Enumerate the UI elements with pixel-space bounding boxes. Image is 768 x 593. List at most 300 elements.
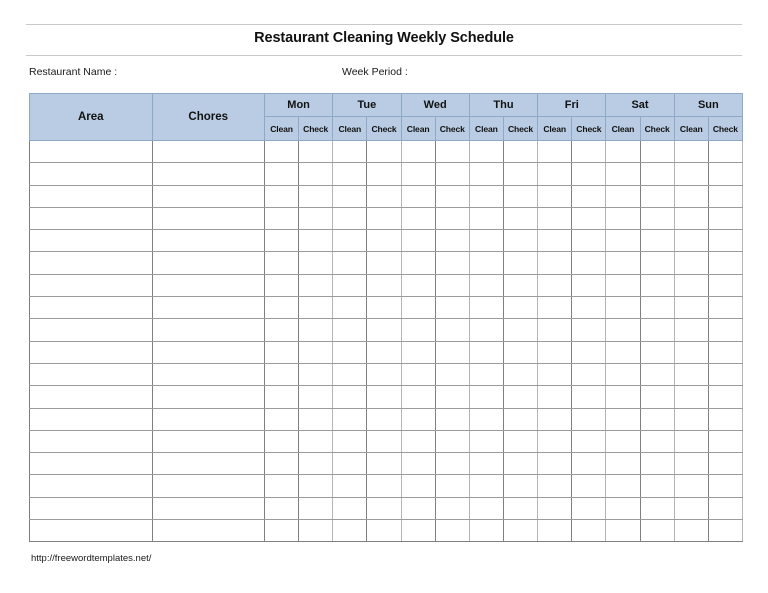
cell-chores[interactable] [152, 274, 264, 296]
table-row [30, 408, 743, 430]
cell-mon-check[interactable] [299, 341, 333, 363]
cell-sun-clean[interactable] [674, 408, 708, 430]
cell-fri-check[interactable] [572, 408, 606, 430]
cell-mon-clean[interactable] [264, 475, 298, 497]
cell-area[interactable] [30, 252, 153, 274]
cell-wed-check[interactable] [435, 408, 469, 430]
cell-mon-clean[interactable] [264, 319, 298, 341]
cell-fri-clean[interactable] [538, 497, 572, 519]
cell-area[interactable] [30, 475, 153, 497]
cell-fri-clean[interactable] [538, 141, 572, 163]
cell-thu-check[interactable] [503, 185, 537, 207]
cell-sat-check[interactable] [640, 274, 674, 296]
cell-sat-clean[interactable] [606, 274, 640, 296]
cell-tue-clean[interactable] [333, 274, 367, 296]
cell-sat-clean[interactable] [606, 475, 640, 497]
cell-wed-check[interactable] [435, 297, 469, 319]
cell-tue-clean[interactable] [333, 185, 367, 207]
cell-area[interactable] [30, 341, 153, 363]
cell-thu-clean[interactable] [469, 163, 503, 185]
cell-area[interactable] [30, 319, 153, 341]
cell-sun-clean[interactable] [674, 520, 708, 542]
cell-fri-check[interactable] [572, 207, 606, 229]
cell-mon-clean[interactable] [264, 297, 298, 319]
cell-wed-clean[interactable] [401, 319, 435, 341]
cell-sat-check[interactable] [640, 185, 674, 207]
cell-sat-check[interactable] [640, 297, 674, 319]
cell-mon-check[interactable] [299, 363, 333, 385]
cell-thu-clean[interactable] [469, 297, 503, 319]
cell-thu-clean[interactable] [469, 430, 503, 452]
cell-wed-check[interactable] [435, 475, 469, 497]
cell-sat-check[interactable] [640, 252, 674, 274]
cell-thu-check[interactable] [503, 319, 537, 341]
cell-thu-clean[interactable] [469, 386, 503, 408]
cell-chores[interactable] [152, 430, 264, 452]
cell-area[interactable] [30, 274, 153, 296]
cell-wed-clean[interactable] [401, 386, 435, 408]
cell-sat-clean[interactable] [606, 297, 640, 319]
cell-wed-check[interactable] [435, 207, 469, 229]
cell-tue-check[interactable] [367, 520, 401, 542]
cell-mon-clean[interactable] [264, 252, 298, 274]
cell-mon-clean[interactable] [264, 207, 298, 229]
cell-sat-clean[interactable] [606, 408, 640, 430]
cell-thu-clean[interactable] [469, 141, 503, 163]
cell-tue-check[interactable] [367, 341, 401, 363]
cell-chores[interactable] [152, 408, 264, 430]
cell-wed-check[interactable] [435, 230, 469, 252]
cell-fri-check[interactable] [572, 520, 606, 542]
cell-mon-check[interactable] [299, 386, 333, 408]
cell-sun-clean[interactable] [674, 185, 708, 207]
cell-chores[interactable] [152, 252, 264, 274]
cell-sun-check[interactable] [708, 207, 742, 229]
column-header-day-thu: Thu [469, 94, 537, 117]
cell-sun-clean[interactable] [674, 341, 708, 363]
cell-tue-clean[interactable] [333, 386, 367, 408]
cell-sun-clean[interactable] [674, 386, 708, 408]
cell-fri-clean[interactable] [538, 430, 572, 452]
cell-wed-clean[interactable] [401, 207, 435, 229]
cell-wed-check[interactable] [435, 520, 469, 542]
table-row [30, 319, 743, 341]
cell-mon-check[interactable] [299, 520, 333, 542]
cell-sat-clean[interactable] [606, 430, 640, 452]
cell-wed-check[interactable] [435, 497, 469, 519]
cell-mon-clean[interactable] [264, 163, 298, 185]
cell-sun-check[interactable] [708, 497, 742, 519]
cell-sat-check[interactable] [640, 520, 674, 542]
cell-fri-clean[interactable] [538, 230, 572, 252]
cell-mon-check[interactable] [299, 185, 333, 207]
cell-tue-check[interactable] [367, 274, 401, 296]
cell-fri-clean[interactable] [538, 185, 572, 207]
cell-fri-check[interactable] [572, 230, 606, 252]
cell-area[interactable] [30, 453, 153, 475]
cell-thu-check[interactable] [503, 430, 537, 452]
cell-mon-check[interactable] [299, 274, 333, 296]
cell-thu-clean[interactable] [469, 185, 503, 207]
cell-tue-check[interactable] [367, 430, 401, 452]
cell-tue-clean[interactable] [333, 520, 367, 542]
cell-chores[interactable] [152, 363, 264, 385]
cell-fri-check[interactable] [572, 274, 606, 296]
cell-fri-clean[interactable] [538, 408, 572, 430]
cell-tue-check[interactable] [367, 252, 401, 274]
table-row [30, 230, 743, 252]
cell-chores[interactable] [152, 386, 264, 408]
cell-wed-check[interactable] [435, 163, 469, 185]
cell-chores[interactable] [152, 297, 264, 319]
table-header [30, 94, 743, 141]
cell-sat-clean[interactable] [606, 497, 640, 519]
cell-sat-clean[interactable] [606, 453, 640, 475]
cell-thu-clean[interactable] [469, 497, 503, 519]
cell-mon-check[interactable] [299, 297, 333, 319]
cell-chores[interactable] [152, 185, 264, 207]
cell-fri-check[interactable] [572, 141, 606, 163]
cell-chores[interactable] [152, 319, 264, 341]
cell-mon-clean[interactable] [264, 141, 298, 163]
cell-sun-check[interactable] [708, 141, 742, 163]
cell-fri-clean[interactable] [538, 163, 572, 185]
cell-mon-clean[interactable] [264, 408, 298, 430]
cell-mon-check[interactable] [299, 163, 333, 185]
cell-tue-check[interactable] [367, 185, 401, 207]
cell-sun-check[interactable] [708, 341, 742, 363]
cell-wed-clean[interactable] [401, 363, 435, 385]
restaurant-name-field[interactable] [29, 66, 117, 78]
cell-fri-check[interactable] [572, 386, 606, 408]
cell-fri-check[interactable] [572, 297, 606, 319]
cell-sat-check[interactable] [640, 230, 674, 252]
cell-thu-clean[interactable] [469, 319, 503, 341]
cell-sat-clean[interactable] [606, 230, 640, 252]
cell-area[interactable] [30, 185, 153, 207]
cell-sat-check[interactable] [640, 453, 674, 475]
cell-area[interactable] [30, 430, 153, 452]
cell-sun-clean[interactable] [674, 230, 708, 252]
cell-mon-check[interactable] [299, 475, 333, 497]
cell-tue-clean[interactable] [333, 363, 367, 385]
cell-tue-check[interactable] [367, 453, 401, 475]
cell-sun-clean[interactable] [674, 274, 708, 296]
cell-area[interactable] [30, 497, 153, 519]
cell-sun-check[interactable] [708, 185, 742, 207]
cell-fri-check[interactable] [572, 341, 606, 363]
cell-wed-check[interactable] [435, 141, 469, 163]
cell-mon-clean[interactable] [264, 430, 298, 452]
cell-sat-clean[interactable] [606, 185, 640, 207]
cell-tue-check[interactable] [367, 475, 401, 497]
cell-wed-clean[interactable] [401, 408, 435, 430]
cell-mon-check[interactable] [299, 430, 333, 452]
cell-thu-check[interactable] [503, 207, 537, 229]
cell-tue-check[interactable] [367, 386, 401, 408]
table-row [30, 475, 743, 497]
cell-area[interactable] [30, 408, 153, 430]
cell-tue-check[interactable] [367, 230, 401, 252]
column-header-day-tue: Tue [333, 94, 401, 117]
cell-sun-clean[interactable] [674, 497, 708, 519]
cell-sat-clean[interactable] [606, 163, 640, 185]
cell-sun-clean[interactable] [674, 163, 708, 185]
cell-chores[interactable] [152, 475, 264, 497]
cell-wed-clean[interactable] [401, 230, 435, 252]
cell-thu-check[interactable] [503, 363, 537, 385]
cell-thu-check[interactable] [503, 497, 537, 519]
cell-sat-clean[interactable] [606, 386, 640, 408]
cell-tue-check[interactable] [367, 207, 401, 229]
cell-sat-clean[interactable] [606, 319, 640, 341]
cell-chores[interactable] [152, 163, 264, 185]
cell-sun-check[interactable] [708, 230, 742, 252]
cell-thu-clean[interactable] [469, 230, 503, 252]
cell-mon-check[interactable] [299, 319, 333, 341]
cell-thu-clean[interactable] [469, 453, 503, 475]
cell-tue-clean[interactable] [333, 408, 367, 430]
cell-wed-check[interactable] [435, 386, 469, 408]
cell-wed-clean[interactable] [401, 430, 435, 452]
cell-chores[interactable] [152, 453, 264, 475]
cell-sun-check[interactable] [708, 274, 742, 296]
cell-sun-clean[interactable] [674, 252, 708, 274]
cell-tue-check[interactable] [367, 408, 401, 430]
cell-sun-clean[interactable] [674, 141, 708, 163]
cell-chores[interactable] [152, 141, 264, 163]
cell-mon-clean[interactable] [264, 274, 298, 296]
cell-thu-clean[interactable] [469, 341, 503, 363]
cell-thu-check[interactable] [503, 274, 537, 296]
cell-tue-check[interactable] [367, 319, 401, 341]
cell-tue-clean[interactable] [333, 430, 367, 452]
cell-tue-clean[interactable] [333, 252, 367, 274]
cell-area[interactable] [30, 297, 153, 319]
cell-tue-check[interactable] [367, 297, 401, 319]
cell-sat-check[interactable] [640, 408, 674, 430]
cell-area[interactable] [30, 141, 153, 163]
cell-sat-check[interactable] [640, 430, 674, 452]
cell-sat-check[interactable] [640, 341, 674, 363]
cell-sat-check[interactable] [640, 163, 674, 185]
cell-mon-check[interactable] [299, 252, 333, 274]
cell-sat-check[interactable] [640, 497, 674, 519]
cell-area[interactable] [30, 363, 153, 385]
cell-fri-clean[interactable] [538, 520, 572, 542]
cell-sun-check[interactable] [708, 319, 742, 341]
cell-mon-check[interactable] [299, 453, 333, 475]
cell-wed-clean[interactable] [401, 520, 435, 542]
cell-sat-check[interactable] [640, 386, 674, 408]
cell-fri-check[interactable] [572, 497, 606, 519]
cell-tue-clean[interactable] [333, 230, 367, 252]
cell-chores[interactable] [152, 341, 264, 363]
cell-thu-check[interactable] [503, 230, 537, 252]
cell-sun-clean[interactable] [674, 363, 708, 385]
cell-thu-clean[interactable] [469, 363, 503, 385]
cell-sun-check[interactable] [708, 520, 742, 542]
cell-thu-check[interactable] [503, 520, 537, 542]
cell-mon-clean[interactable] [264, 341, 298, 363]
cell-thu-check[interactable] [503, 453, 537, 475]
cell-fri-clean[interactable] [538, 297, 572, 319]
cell-thu-check[interactable] [503, 408, 537, 430]
cell-sun-clean[interactable] [674, 475, 708, 497]
cell-sat-clean[interactable] [606, 207, 640, 229]
cell-sat-check[interactable] [640, 475, 674, 497]
cell-wed-check[interactable] [435, 341, 469, 363]
cell-area[interactable] [30, 230, 153, 252]
cell-sun-clean[interactable] [674, 430, 708, 452]
cell-wed-clean[interactable] [401, 475, 435, 497]
cell-wed-clean[interactable] [401, 141, 435, 163]
cell-area[interactable] [30, 386, 153, 408]
cell-mon-clean[interactable] [264, 453, 298, 475]
cell-sun-check[interactable] [708, 297, 742, 319]
cell-tue-clean[interactable] [333, 453, 367, 475]
cell-chores[interactable] [152, 230, 264, 252]
cell-tue-check[interactable] [367, 163, 401, 185]
cell-sat-clean[interactable] [606, 252, 640, 274]
cell-wed-clean[interactable] [401, 163, 435, 185]
cell-wed-check[interactable] [435, 453, 469, 475]
cell-tue-check[interactable] [367, 363, 401, 385]
cell-thu-clean[interactable] [469, 520, 503, 542]
cell-wed-check[interactable] [435, 319, 469, 341]
cell-tue-clean[interactable] [333, 207, 367, 229]
cell-fri-clean[interactable] [538, 475, 572, 497]
cell-tue-clean[interactable] [333, 319, 367, 341]
cell-tue-check[interactable] [367, 141, 401, 163]
cell-thu-check[interactable] [503, 163, 537, 185]
cell-sat-check[interactable] [640, 363, 674, 385]
cell-mon-clean[interactable] [264, 230, 298, 252]
cell-fri-clean[interactable] [538, 252, 572, 274]
cell-mon-clean[interactable] [264, 185, 298, 207]
cell-area[interactable] [30, 207, 153, 229]
cell-sun-check[interactable] [708, 430, 742, 452]
cell-sat-check[interactable] [640, 141, 674, 163]
cell-chores[interactable] [152, 497, 264, 519]
cell-fri-check[interactable] [572, 430, 606, 452]
footer-source-url[interactable]: http://freewordtemplates.net/ [31, 553, 152, 564]
cell-fri-check[interactable] [572, 453, 606, 475]
cell-wed-check[interactable] [435, 430, 469, 452]
cell-tue-clean[interactable] [333, 497, 367, 519]
cell-mon-clean[interactable] [264, 363, 298, 385]
cell-sun-clean[interactable] [674, 297, 708, 319]
cell-fri-check[interactable] [572, 185, 606, 207]
cell-wed-check[interactable] [435, 363, 469, 385]
cell-mon-clean[interactable] [264, 520, 298, 542]
cell-sat-clean[interactable] [606, 363, 640, 385]
cell-sun-check[interactable] [708, 386, 742, 408]
week-period-field[interactable] [342, 66, 408, 78]
cell-mon-clean[interactable] [264, 386, 298, 408]
cell-thu-clean[interactable] [469, 274, 503, 296]
cell-sat-clean[interactable] [606, 341, 640, 363]
cell-tue-clean[interactable] [333, 141, 367, 163]
cell-sat-check[interactable] [640, 207, 674, 229]
cell-thu-check[interactable] [503, 386, 537, 408]
cell-fri-clean[interactable] [538, 207, 572, 229]
cell-fri-clean[interactable] [538, 319, 572, 341]
cell-chores[interactable] [152, 207, 264, 229]
cell-thu-check[interactable] [503, 341, 537, 363]
cell-tue-check[interactable] [367, 497, 401, 519]
cell-sun-check[interactable] [708, 163, 742, 185]
cell-thu-check[interactable] [503, 297, 537, 319]
cell-thu-check[interactable] [503, 252, 537, 274]
cell-wed-check[interactable] [435, 252, 469, 274]
cell-fri-check[interactable] [572, 363, 606, 385]
cell-thu-check[interactable] [503, 141, 537, 163]
cell-sun-check[interactable] [708, 475, 742, 497]
cell-mon-check[interactable] [299, 497, 333, 519]
cell-thu-clean[interactable] [469, 475, 503, 497]
cell-wed-clean[interactable] [401, 252, 435, 274]
cell-thu-clean[interactable] [469, 252, 503, 274]
cell-wed-clean[interactable] [401, 453, 435, 475]
cell-sun-check[interactable] [708, 252, 742, 274]
cell-mon-check[interactable] [299, 141, 333, 163]
cell-fri-check[interactable] [572, 475, 606, 497]
cell-mon-check[interactable] [299, 230, 333, 252]
cell-fri-clean[interactable] [538, 453, 572, 475]
cell-sun-clean[interactable] [674, 453, 708, 475]
cell-wed-clean[interactable] [401, 497, 435, 519]
cell-tue-clean[interactable] [333, 475, 367, 497]
cell-area[interactable] [30, 520, 153, 542]
cell-sun-clean[interactable] [674, 319, 708, 341]
cell-fri-clean[interactable] [538, 386, 572, 408]
cell-sun-clean[interactable] [674, 207, 708, 229]
cell-mon-check[interactable] [299, 408, 333, 430]
cell-fri-clean[interactable] [538, 341, 572, 363]
cell-thu-check[interactable] [503, 475, 537, 497]
cell-chores[interactable] [152, 520, 264, 542]
cell-mon-clean[interactable] [264, 497, 298, 519]
cell-tue-clean[interactable] [333, 163, 367, 185]
cell-fri-check[interactable] [572, 252, 606, 274]
table-row [30, 274, 743, 296]
cell-wed-check[interactable] [435, 185, 469, 207]
cell-fri-clean[interactable] [538, 274, 572, 296]
cell-sat-clean[interactable] [606, 141, 640, 163]
cell-thu-clean[interactable] [469, 408, 503, 430]
cell-area[interactable] [30, 163, 153, 185]
cell-sat-clean[interactable] [606, 520, 640, 542]
cell-fri-check[interactable] [572, 163, 606, 185]
cell-wed-clean[interactable] [401, 274, 435, 296]
cell-thu-clean[interactable] [469, 207, 503, 229]
cell-sun-check[interactable] [708, 408, 742, 430]
cell-tue-clean[interactable] [333, 341, 367, 363]
cell-wed-clean[interactable] [401, 341, 435, 363]
cell-wed-check[interactable] [435, 274, 469, 296]
cell-fri-clean[interactable] [538, 363, 572, 385]
cell-mon-check[interactable] [299, 207, 333, 229]
cell-wed-clean[interactable] [401, 185, 435, 207]
cell-tue-clean[interactable] [333, 297, 367, 319]
cell-sun-check[interactable] [708, 453, 742, 475]
cell-wed-clean[interactable] [401, 297, 435, 319]
cell-fri-check[interactable] [572, 319, 606, 341]
cell-sat-check[interactable] [640, 319, 674, 341]
title-bottom-rule [26, 55, 742, 56]
cell-sun-check[interactable] [708, 363, 742, 385]
